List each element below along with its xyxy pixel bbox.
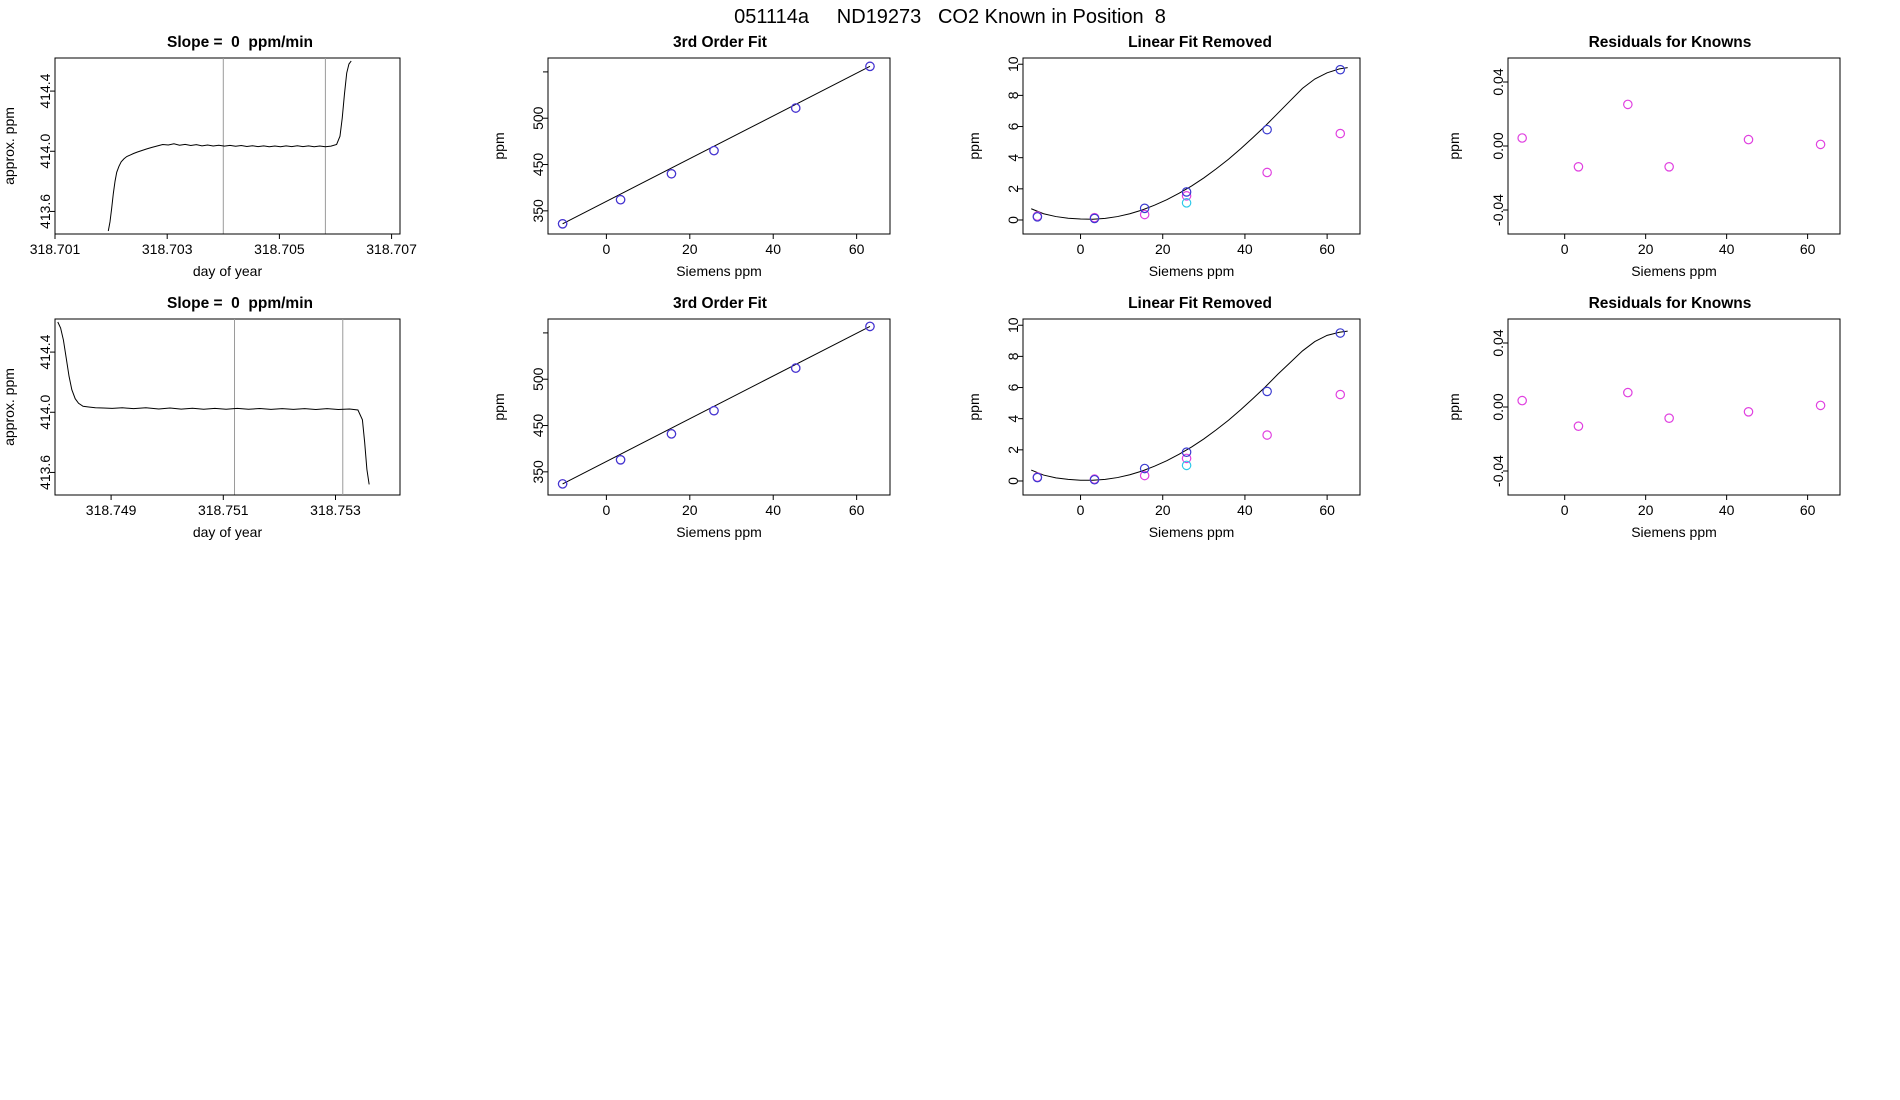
y-tick-label: 4 [1005,414,1021,423]
x-tick-label: 60 [848,241,865,257]
data-point-magenta [1624,388,1632,396]
panel-row2-linearremoved [960,295,1440,560]
y-tick-label: 8 [1005,91,1021,100]
x-tick-label: 318.751 [197,502,249,518]
y-tick-label: 413.6 [37,454,53,490]
y-axis-title: approx. ppm [1,368,17,446]
x-tick-label: 0 [1560,241,1569,257]
data-point-blue [792,104,800,112]
data-point-magenta [1665,163,1673,171]
x-axis-title: day of year [192,263,263,279]
data-point-magenta [1816,140,1824,148]
y-axis-title: ppm [966,132,982,160]
data-point-blue [667,430,675,438]
plot-frame [55,319,400,495]
panel-title: Residuals for Knowns [1588,34,1752,51]
data-point-magenta [1518,134,1526,142]
y-tick-label: 413.6 [37,193,53,229]
plot-row2-timeseries [0,295,480,560]
y-tick-label: 4 [1005,153,1021,162]
panel-title: Linear Fit Removed [1128,34,1272,51]
x-tick-label: 0 [602,502,611,518]
y-tick-label: 10 [1005,56,1021,73]
panel-row1-timeseries [0,34,480,294]
data-point-magenta [1574,163,1582,171]
x-tick-label: 40 [1718,241,1735,257]
data-point-magenta [1665,414,1673,422]
x-tick-label: 318.705 [254,241,305,257]
panel-title: 3rd Order Fit [673,34,767,51]
plot-frame [548,319,890,495]
x-tick-label: 40 [765,502,782,518]
x-tick-label: 20 [1154,241,1171,257]
y-axis-title: ppm [1446,393,1462,421]
x-axis-title: Siemens ppm [676,524,762,540]
panel-row2-residuals [1440,295,1900,560]
plot-row2-thirdorder [480,295,960,560]
x-tick-label: 318.749 [85,502,137,518]
y-tick-label: 8 [1005,352,1021,361]
panel-title: Linear Fit Removed [1128,295,1272,312]
y-tick-label: 0.00 [1490,132,1506,160]
data-point-magenta [1518,396,1526,404]
y-axis-title: ppm [1446,132,1462,160]
data-point-magenta [1624,100,1632,108]
plot-row2-linearremoved [960,295,1440,560]
plot-frame [548,58,890,234]
plot-row1-timeseries [0,34,480,294]
y-tick-label: 0.04 [1490,329,1506,357]
y-tick-label: 350 [530,460,546,484]
data-point-blue [616,196,624,204]
y-tick-label: 10 [1005,317,1021,334]
y-axis-title: ppm [491,132,507,160]
x-tick-label: 40 [1237,241,1253,257]
plot-row1-residuals [1440,34,1900,294]
fit-curve [1031,68,1347,220]
data-point-magenta [1574,422,1582,430]
y-tick-label: 2 [1005,184,1021,193]
x-tick-label: 20 [682,241,698,257]
x-axis-title: Siemens ppm [1148,524,1235,540]
panel-row1-residuals [1440,34,1900,294]
data-point-blue [616,456,624,464]
y-tick-label: 350 [530,199,546,223]
panel-row2-timeseries [0,295,480,560]
data-trace [58,322,369,484]
x-tick-label: 318.707 [366,241,417,257]
panel-title: Residuals for Knowns [1588,295,1752,312]
y-tick-label: 2 [1005,445,1021,454]
y-tick-label: 414.4 [37,334,53,370]
x-tick-label: 318.753 [310,502,361,518]
y-tick-label: 500 [530,367,546,391]
plot-row1-linearremoved [960,34,1440,294]
x-tick-label: 60 [1319,502,1335,518]
x-tick-label: 20 [1637,241,1654,257]
plot-frame [1508,58,1840,234]
x-tick-label: 60 [1799,241,1816,257]
y-tick-label: 414.4 [37,73,53,109]
y-tick-label: -0.04 [1490,194,1506,226]
x-tick-label: 20 [1637,502,1654,518]
plot-row2-residuals [1440,295,1900,560]
data-point-blue [667,170,675,178]
x-tick-label: 60 [1319,241,1335,257]
x-tick-label: 20 [682,502,698,518]
y-tick-label: 450 [530,413,546,438]
panel-row1-linearremoved [960,34,1440,294]
data-point-blue [1263,387,1271,395]
y-tick-label: 6 [1005,122,1021,131]
x-axis-title: Siemens ppm [1631,263,1717,279]
plot-frame [1023,58,1360,234]
y-tick-label: 0.00 [1490,393,1506,421]
y-tick-label: 414.0 [37,394,53,430]
y-axis-title: ppm [966,393,982,421]
data-point-blue [710,146,718,154]
x-axis-title: Siemens ppm [1631,524,1717,540]
y-tick-label: 500 [530,106,546,130]
x-tick-label: 0 [1076,502,1085,518]
x-tick-label: 20 [1154,502,1171,518]
data-point-magenta [1263,431,1271,439]
panel-title: Slope = 0 ppm/min [167,34,313,51]
data-point-magenta [1744,135,1752,143]
data-point-blue [710,407,718,415]
x-tick-label: 40 [765,241,782,257]
y-tick-label: 450 [530,152,546,177]
data-point-magenta [1263,168,1271,176]
x-axis-title: day of year [192,524,263,540]
data-point-magenta [1744,408,1752,416]
x-tick-label: 60 [1799,502,1816,518]
figure-title: 051114a ND19273 CO2 Known in Position 8 [734,6,1166,28]
y-axis-title: ppm [491,393,507,421]
data-point-blue [1033,473,1041,481]
x-tick-label: 0 [1076,241,1085,257]
panel-title: 3rd Order Fit [673,295,767,312]
x-tick-label: 318.701 [29,241,81,257]
y-tick-label: 0.04 [1490,68,1506,96]
y-tick-label: 0 [1005,216,1021,224]
y-axis-title: approx. ppm [1,107,17,185]
panel-row1-thirdorder [480,34,960,294]
x-tick-label: 0 [602,241,611,257]
x-tick-label: 0 [1560,502,1569,518]
x-tick-label: 318.703 [141,241,193,257]
data-trace [108,61,351,231]
panel-title: Slope = 0 ppm/min [167,295,313,312]
y-tick-label: 6 [1005,383,1021,392]
fit-curve [1031,331,1347,480]
x-tick-label: 40 [1237,502,1253,518]
y-tick-label: 414.0 [37,133,53,169]
fit-line [563,66,870,223]
data-point-magenta [1336,390,1344,398]
plot-frame [1508,319,1840,495]
x-axis-title: Siemens ppm [1148,263,1235,279]
x-tick-label: 40 [1718,502,1735,518]
x-tick-label: 60 [848,502,865,518]
plot-row1-thirdorder [480,34,960,294]
data-point-magenta [1336,129,1344,137]
x-axis-title: Siemens ppm [676,263,762,279]
y-tick-label: 0 [1005,477,1021,485]
data-point-blue [792,364,800,372]
data-point-blue [1263,125,1271,133]
y-tick-label: -0.04 [1490,455,1506,487]
panel-row2-thirdorder [480,295,960,560]
data-point-magenta [1816,401,1824,409]
fit-line [563,326,870,483]
